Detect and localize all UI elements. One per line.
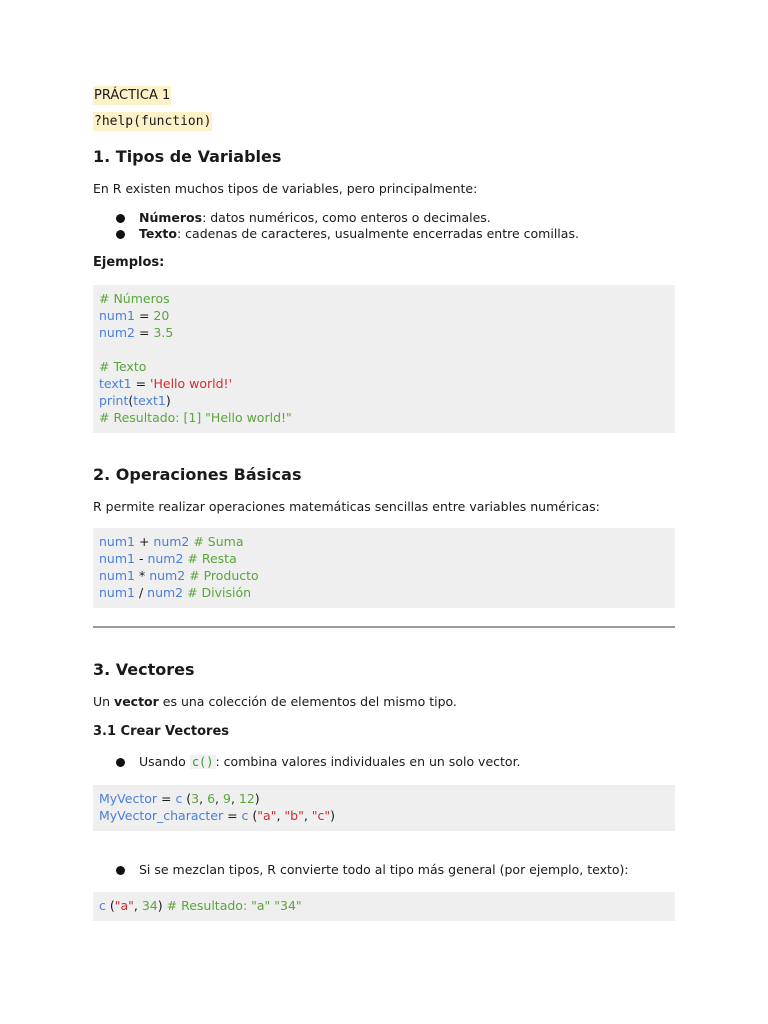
code-block-mixed [93, 892, 675, 921]
code-line: num1 + num2 # Suma [99, 534, 244, 549]
inline-code: c() [191, 755, 214, 769]
list-item: Números: datos numéricos, como enteros o decimales. [93, 210, 675, 226]
list-item: Usando c() : combina valores individuales en un solo vector. [93, 754, 675, 770]
section-3-title: 3. Vectores [93, 660, 195, 679]
section-1-title: 1. Tipos de Variables [93, 147, 282, 166]
code-line: num1 / num2 # División [99, 585, 252, 600]
list-item: Texto: cadenas de caracteres, usualmente encerradas entre comillas. [93, 226, 675, 242]
examples-label: Ejemplos: [93, 255, 165, 270]
code-line: print(text1) [99, 393, 171, 408]
section-1-intro: En R existen muchos tipos de variables, pero principalmente: [93, 181, 478, 196]
create-vector-list [93, 754, 675, 770]
code-comment: # Resultado: [1] "Hello world!" [99, 410, 292, 425]
section-2-title: 2. Operaciones Básicas [93, 465, 302, 484]
code-block-operations [93, 528, 675, 608]
code-comment: # Números [99, 291, 170, 306]
code-line: num1 - num2 # Resta [99, 551, 237, 566]
code-line: num1 = 20 [99, 308, 170, 323]
section-3-intro: Un vector es una colección de elementos del mismo tipo. [93, 694, 457, 709]
bullet-icon [116, 214, 125, 223]
subsection-3-1-title: 3.1 Crear Vectores [93, 724, 230, 739]
code-comment: # Texto [99, 359, 147, 374]
bullet-icon [116, 230, 125, 239]
practice-tag: PRÁCTICA 1 [94, 88, 171, 103]
variable-types-list [93, 210, 675, 242]
code-line: MyVector_character = c ("a", "b", "c") [99, 808, 336, 823]
section-2-intro: R permite realizar operaciones matemáticas sencillas entre variables numéricas: [93, 499, 600, 514]
list-item: Si se mezclan tipos, R convierte todo al tipo más general (por ejemplo, texto): [93, 862, 675, 878]
code-line: c ("a", 34) # Resultado: "a" "34" [99, 898, 302, 913]
code-line: MyVector = c (3, 6, 9, 12) [99, 791, 260, 806]
section-divider [93, 626, 675, 628]
code-line: text1 = 'Hello world!' [99, 376, 233, 391]
bullet-icon [116, 866, 125, 875]
bullet-icon [116, 758, 125, 767]
code-block-vectors [93, 785, 675, 831]
code-line: num2 = 3.5 [99, 325, 174, 340]
mixed-types-list [93, 862, 675, 878]
code-line: num1 * num2 # Producto [99, 568, 259, 583]
help-snippet: ?help(function) [94, 114, 212, 129]
code-block-variables [93, 285, 675, 433]
